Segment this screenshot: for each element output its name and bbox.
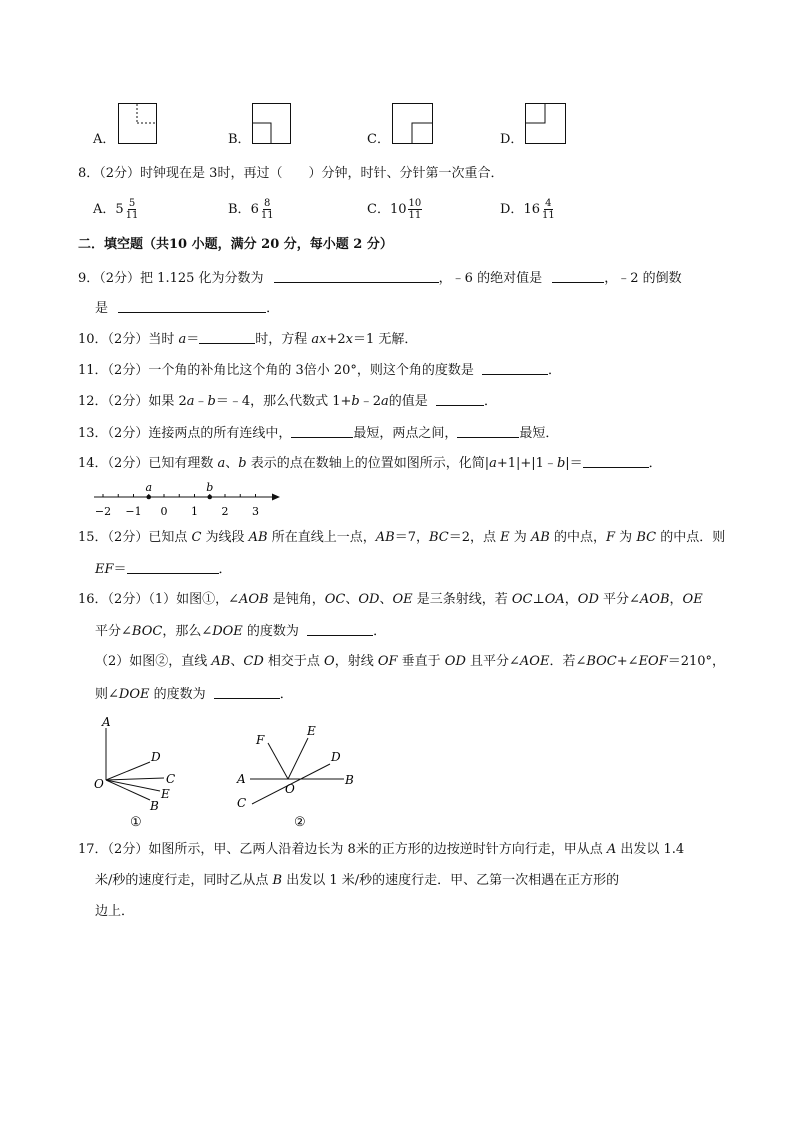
text-segment: 的中点．则 xyxy=(656,530,726,545)
answer-blank[interactable] xyxy=(127,561,219,574)
ray-oc xyxy=(106,778,164,780)
q16-line3 xyxy=(95,654,725,670)
q8-option-b xyxy=(228,196,275,224)
q8-option-c xyxy=(367,196,422,224)
label-b: B xyxy=(345,773,354,787)
q13-text: 13．（2分）连接两点的所有连线中， xyxy=(78,426,292,441)
answer-blank[interactable] xyxy=(291,425,353,438)
answer-blank[interactable] xyxy=(307,623,373,636)
q12-text: 12．（2分）如果 2 xyxy=(78,394,187,409)
q10-text: ＝ xyxy=(186,332,200,347)
text-segment: ， xyxy=(669,592,683,607)
q8-option-d xyxy=(500,196,556,224)
q15-line1 xyxy=(78,530,725,546)
ray-oe xyxy=(106,780,160,791)
math-var: DOE xyxy=(118,687,150,702)
denominator: 11 xyxy=(125,210,139,221)
math-var: b xyxy=(556,456,566,471)
answer-blank[interactable] xyxy=(457,425,519,438)
text-segment: 垂直于 xyxy=(397,654,445,669)
figure-1-caption: ① xyxy=(130,815,142,830)
q12-text: 的值是 xyxy=(388,394,428,409)
text-segment: 为线段 xyxy=(201,530,249,545)
math-var: b xyxy=(207,394,216,409)
answer-blank[interactable] xyxy=(583,455,649,468)
text-segment: 平分∠ xyxy=(95,624,132,639)
label-e: E xyxy=(161,787,170,801)
numerator: 4 xyxy=(545,198,552,209)
number-line-tick-label: −2 xyxy=(94,505,112,518)
ray-ob xyxy=(106,780,150,800)
math-var: OA xyxy=(544,592,565,607)
q12-line xyxy=(78,393,497,410)
label-b: B xyxy=(150,799,159,813)
fraction xyxy=(541,198,556,221)
math-var: AOE xyxy=(519,654,550,669)
math-var: OD xyxy=(444,654,466,669)
q13-text: 最短，两点之间， xyxy=(353,426,458,441)
text-segment: ＝7， xyxy=(394,530,429,545)
q8-option-d-label: D． xyxy=(500,202,524,217)
text-segment: 16．（2分）（1）如图①，∠ xyxy=(78,592,239,607)
q14-text: 表示的点在数轴上的位置如图所示，化简| xyxy=(246,456,490,471)
text-segment: 是三条射线，若 xyxy=(412,592,512,607)
q7-option-a-label: A． xyxy=(93,132,116,147)
math-var: O xyxy=(324,654,335,669)
text-segment: 且平分∠ xyxy=(465,654,520,669)
math-var: x xyxy=(345,332,353,347)
q7-option-d-label: D． xyxy=(500,132,524,147)
square-inner-bottom-left-icon xyxy=(252,103,292,145)
figure-2-caption: ② xyxy=(294,815,306,830)
math-var: E xyxy=(500,530,510,545)
fraction xyxy=(260,198,275,221)
q14-text: +1|+|1﹣ xyxy=(496,456,557,471)
q10-text: ＝1 无解． xyxy=(352,332,418,347)
number-line xyxy=(88,480,288,520)
text-segment: 相交于点 xyxy=(263,654,325,669)
q16-text xyxy=(95,624,299,639)
q10-line xyxy=(78,331,417,348)
label-e: E xyxy=(307,724,316,738)
math-var: AB xyxy=(375,530,395,545)
answer-blank[interactable] xyxy=(214,686,280,699)
q12-text: ＝﹣4，那么代数式 1+ xyxy=(215,394,352,409)
math-var: OF xyxy=(377,654,398,669)
q8-option-a xyxy=(93,196,139,224)
math-var: OD xyxy=(577,592,599,607)
q9-text: ． xyxy=(266,301,280,316)
text-segment: 17．（2分）如图所示，甲、乙两人沿着边长为 8米的正方形的边按逆时针方向行走，甲从点 xyxy=(78,842,607,857)
q11-text: ． xyxy=(548,363,562,378)
text-segment: 15．（2分）已知点 xyxy=(78,530,192,545)
q11-text: 11．（2分）一个角的补角比这个角的 3倍小 20°，则这个角的度数是 xyxy=(78,363,474,378)
math-var: F xyxy=(606,530,616,545)
math-var: EF xyxy=(95,562,114,577)
math-var: ax xyxy=(311,332,327,347)
q9-text: ，﹣6 的绝对值是 xyxy=(438,271,543,286)
denominator: 11 xyxy=(541,210,555,221)
q16-line2 xyxy=(95,623,386,640)
text-segment: 、 xyxy=(379,592,393,607)
number-line-tick-label: 2 xyxy=(221,505,229,518)
arrow-icon xyxy=(272,494,280,501)
q9-text: ，﹣2 的倒数 xyxy=(604,271,682,286)
numerator: 10 xyxy=(408,198,422,209)
square-inner-bottom-right-icon xyxy=(392,103,434,145)
number-line-tick-label: 1 xyxy=(191,505,198,518)
math-var: EOF xyxy=(638,654,668,669)
text-segment: （2）如图②，直线 xyxy=(95,654,212,669)
ray-oe xyxy=(288,738,308,779)
math-var: a xyxy=(381,394,389,409)
math-var: b xyxy=(351,394,360,409)
numerator: 8 xyxy=(264,198,271,209)
math-var: OE xyxy=(682,592,703,607)
q17-line2 xyxy=(95,873,619,889)
label-d: D xyxy=(331,750,341,764)
answer-blank[interactable] xyxy=(436,393,484,406)
text-segment: ＝210°， xyxy=(667,654,726,669)
math-var: a xyxy=(178,332,187,347)
q14-text: 、 xyxy=(225,456,239,471)
q16-line4 xyxy=(95,686,293,703)
text-segment: 平分∠ xyxy=(598,592,640,607)
math-var: A xyxy=(606,842,617,857)
text-segment: 、 xyxy=(230,654,244,669)
q9-text: 9．（2分）把 1.125 化为分数为 xyxy=(78,271,264,286)
q8-option-c-label: C． xyxy=(367,202,390,217)
answer-blank[interactable] xyxy=(274,270,439,283)
q13-line xyxy=(78,425,558,442)
math-var: BC xyxy=(636,530,657,545)
fraction xyxy=(125,198,140,221)
q15-text: ＝ xyxy=(113,562,127,577)
q11-line xyxy=(78,362,561,379)
text-segment: 的度数为 xyxy=(149,687,206,702)
math-var: BOC xyxy=(586,654,617,669)
math-var: AOB xyxy=(639,592,670,607)
q14-text: ． xyxy=(648,456,662,471)
square-inner-top-left-icon xyxy=(525,103,567,145)
q17-line1 xyxy=(78,842,684,858)
q8-text: 8．（2分）时钟现在是 3时，再过（ ）分钟，时针、分针第一次重合． xyxy=(78,166,504,181)
q9-text: 是 xyxy=(95,301,109,316)
label-o: O xyxy=(285,782,295,796)
q16-text xyxy=(95,687,206,702)
math-var: a xyxy=(489,456,497,471)
text-segment: ．若∠ xyxy=(549,654,587,669)
q15-line2 xyxy=(95,561,232,578)
math-var: C xyxy=(191,530,202,545)
point-a-label: a xyxy=(145,481,153,494)
math-var: a xyxy=(217,456,226,471)
denominator: 11 xyxy=(408,210,422,221)
text-segment: 出发以 1.4 xyxy=(616,842,685,857)
q13-text: 最短． xyxy=(519,426,559,441)
q15-text: ． xyxy=(218,562,232,577)
q7-option-b-label: B． xyxy=(228,132,251,147)
point-b xyxy=(207,495,212,500)
text-segment: 则∠ xyxy=(95,687,119,702)
math-var: a xyxy=(186,394,195,409)
text-segment: ，那么∠ xyxy=(162,624,213,639)
math-var: DOE xyxy=(212,624,243,639)
text-segment: +∠ xyxy=(616,654,639,669)
q7-option-c-label: C． xyxy=(367,132,390,147)
text-segment: 米/秒的速度行走，同时乙从点 xyxy=(95,873,273,888)
answer-blank[interactable] xyxy=(199,331,255,344)
label-d: D xyxy=(151,750,161,764)
figure-2 xyxy=(228,720,368,835)
math-var: OE xyxy=(392,592,413,607)
q9-line2 xyxy=(95,300,279,317)
q17-line3: 边上． xyxy=(95,904,135,919)
answer-blank[interactable] xyxy=(552,270,604,283)
text-segment: ， xyxy=(564,592,578,607)
math-var: AOB xyxy=(238,592,269,607)
text-segment: 的中点， xyxy=(549,530,607,545)
q12-text: ． xyxy=(483,394,497,409)
figure-1 xyxy=(88,712,188,832)
q8-option-a-label: A． xyxy=(93,202,116,217)
number-line-tick-label: −1 xyxy=(125,505,142,518)
ray-of xyxy=(268,743,288,779)
math-var: OD xyxy=(358,592,380,607)
label-c: C xyxy=(237,796,247,810)
denominator: 11 xyxy=(260,210,274,221)
math-var: AB xyxy=(530,530,550,545)
q8-option-c-whole: 10 xyxy=(389,202,407,217)
q16-text: ． xyxy=(373,624,387,639)
q8-option-a-whole: 5 xyxy=(115,202,124,217)
q8-option-b-whole: 6 xyxy=(250,202,259,217)
math-var: CD xyxy=(243,654,264,669)
point-b-label: b xyxy=(206,481,214,494)
math-var: OC xyxy=(324,592,346,607)
math-var: AB xyxy=(211,654,231,669)
text-segment: ＝2，点 xyxy=(448,530,501,545)
numerator: 5 xyxy=(128,198,136,209)
point-a xyxy=(146,495,151,500)
label-o: O xyxy=(94,777,104,791)
label-f: F xyxy=(256,733,265,747)
text-segment: ⊥ xyxy=(532,592,545,607)
text-segment: 、 xyxy=(345,592,359,607)
number-line-tick-label: 0 xyxy=(160,505,168,518)
math-var: AB xyxy=(248,530,268,545)
q14-text: |＝ xyxy=(565,456,583,471)
math-var: B xyxy=(272,873,283,888)
q16-line1 xyxy=(78,592,703,608)
q12-text: ﹣2 xyxy=(359,394,382,409)
ray-od xyxy=(106,762,150,780)
answer-blank[interactable] xyxy=(482,362,548,375)
q8-option-b-label: B． xyxy=(228,202,251,217)
math-var: BC xyxy=(429,530,449,545)
q10-text: 10．（2分）当时 xyxy=(78,332,179,347)
q12-text: ﹣ xyxy=(194,394,208,409)
label-c: C xyxy=(166,772,176,786)
section-heading: 二．填空题（共10 小题，满分 20 分，每小题 2 分） xyxy=(78,237,393,252)
text-segment: 所在直线上一点， xyxy=(267,530,376,545)
text-segment: 出发以 1 米/秒的速度行走．甲、乙第一次相遇在正方形的 xyxy=(282,873,620,888)
number-line-ticks xyxy=(95,494,259,518)
math-var: b xyxy=(238,456,247,471)
text-segment: 为 xyxy=(615,530,637,545)
number-line-tick-label: 3 xyxy=(252,505,259,518)
q14-line xyxy=(78,455,662,472)
text-segment: 的度数为 xyxy=(242,624,299,639)
q8-option-d-whole: 16 xyxy=(523,202,540,217)
q14-text: 14．（2分）已知有理数 xyxy=(78,456,218,471)
text-segment: ，射线 xyxy=(334,654,378,669)
q9-line1 xyxy=(78,270,682,287)
q16-text: ． xyxy=(279,687,293,702)
math-var: BOC xyxy=(131,624,163,639)
square-dashed-corner-icon xyxy=(118,103,158,145)
q10-text: 时，方程 xyxy=(255,332,312,347)
label-a: A xyxy=(102,715,111,729)
label-a: A xyxy=(237,772,246,786)
fraction xyxy=(408,198,423,221)
math-var: OC xyxy=(511,592,533,607)
q10-text: +2 xyxy=(326,332,346,347)
text-segment: 是钝角， xyxy=(268,592,325,607)
answer-blank[interactable] xyxy=(118,300,266,313)
text-segment: 为 xyxy=(509,530,531,545)
